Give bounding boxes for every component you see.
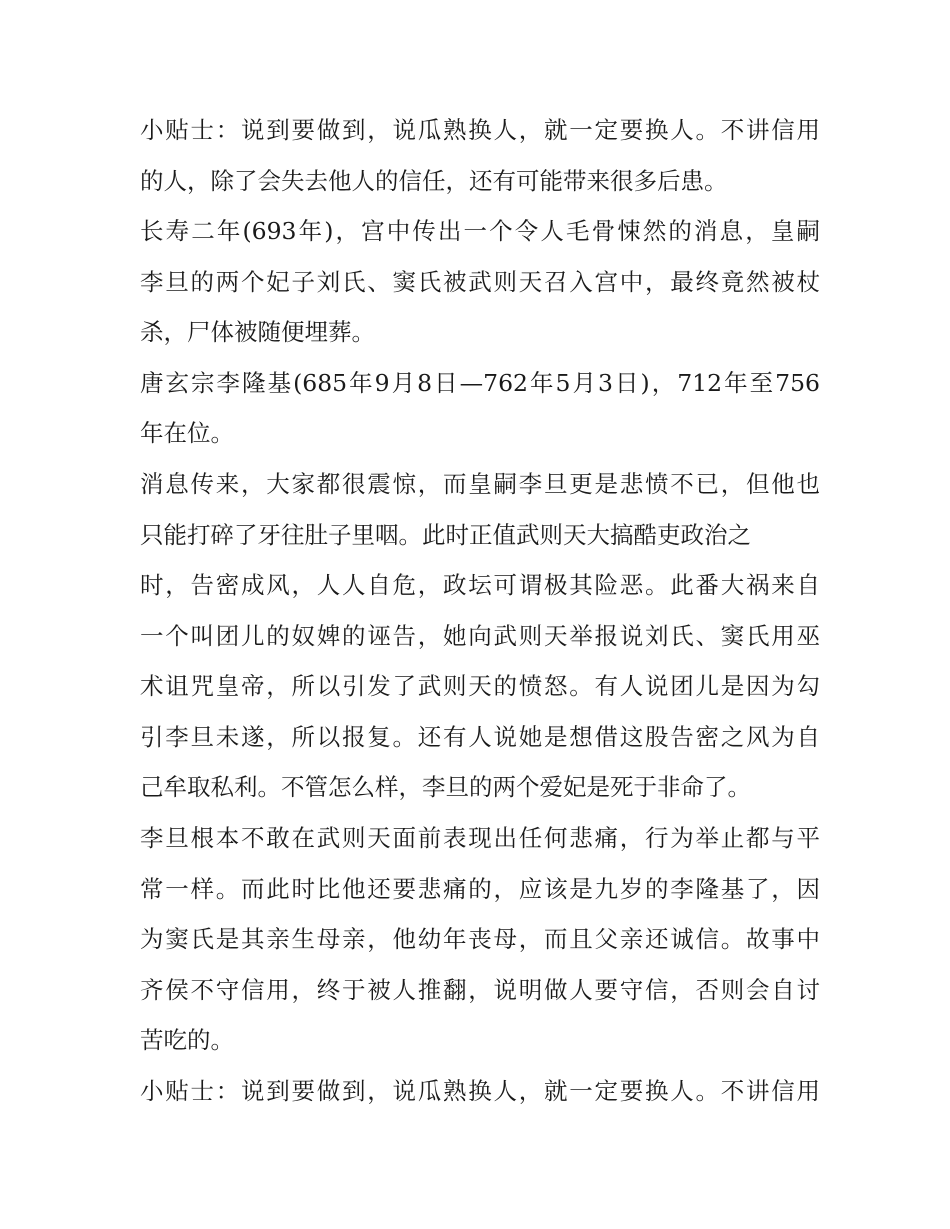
text-line: 杀，尸体被随便埋葬。 bbox=[140, 318, 375, 346]
text-line: 小贴士：说到要做到，说瓜熟换人，就一定要换人。不讲信用 bbox=[140, 116, 820, 144]
text-line: 消息传来，大家都很震惊，而皇嗣李旦更是悲愤不已，但他也 bbox=[140, 470, 820, 498]
text-line: 小贴士：说到要做到，说瓜熟换人，就一定要换人。不讲信用 bbox=[140, 1077, 820, 1105]
text-line: 常一样。而此时比他还要悲痛的，应该是九岁的李隆基了，因 bbox=[140, 875, 820, 903]
text-line: 唐玄宗李隆基(685年9月8日—762年5月3日)，712年至756 bbox=[140, 369, 820, 397]
text-line: 李旦根本不敢在武则天面前表现出任何悲痛，行为举止都与平 bbox=[140, 824, 820, 852]
text-line: 的人，除了会失去他人的信任，还有可能带来很多后患。 bbox=[140, 167, 728, 195]
text-line: 苦吃的。 bbox=[140, 1026, 234, 1054]
text-line: 长寿二年(693年)，宫中传出一个令人毛骨悚然的消息，皇嗣 bbox=[140, 217, 820, 245]
text-line: 只能打碎了牙往肚子里咽。此时正值武则天大搞酷吏政治之 bbox=[140, 521, 751, 549]
text-line: 李旦的两个妃子刘氏、窦氏被武则天召入宫中，最终竟然被杖 bbox=[140, 268, 820, 296]
text-line: 年在位。 bbox=[140, 419, 234, 447]
text-line: 一个叫团儿的奴婢的诬告，她向武则天举报说刘氏、窦氏用巫 bbox=[140, 622, 820, 650]
text-line: 齐侯不守信用，终于被人推翻，说明做人要守信，否则会自讨 bbox=[140, 976, 820, 1004]
text-line: 时，告密成风，人人自危，政坛可谓极其险恶。此番大祸来自 bbox=[140, 571, 820, 599]
text-line: 术诅咒皇帝，所以引发了武则天的愤怒。有人说团儿是因为勾 bbox=[140, 672, 820, 700]
text-line: 为窦氏是其亲生母亲，他幼年丧母，而且父亲还诚信。故事中 bbox=[140, 925, 820, 953]
text-line: 引李旦未遂，所以报复。还有人说她是想借这股告密之风为自 bbox=[140, 723, 820, 751]
text-line: 己牟取私利。不管怎么样，李旦的两个爱妃是死于非命了。 bbox=[140, 773, 751, 801]
